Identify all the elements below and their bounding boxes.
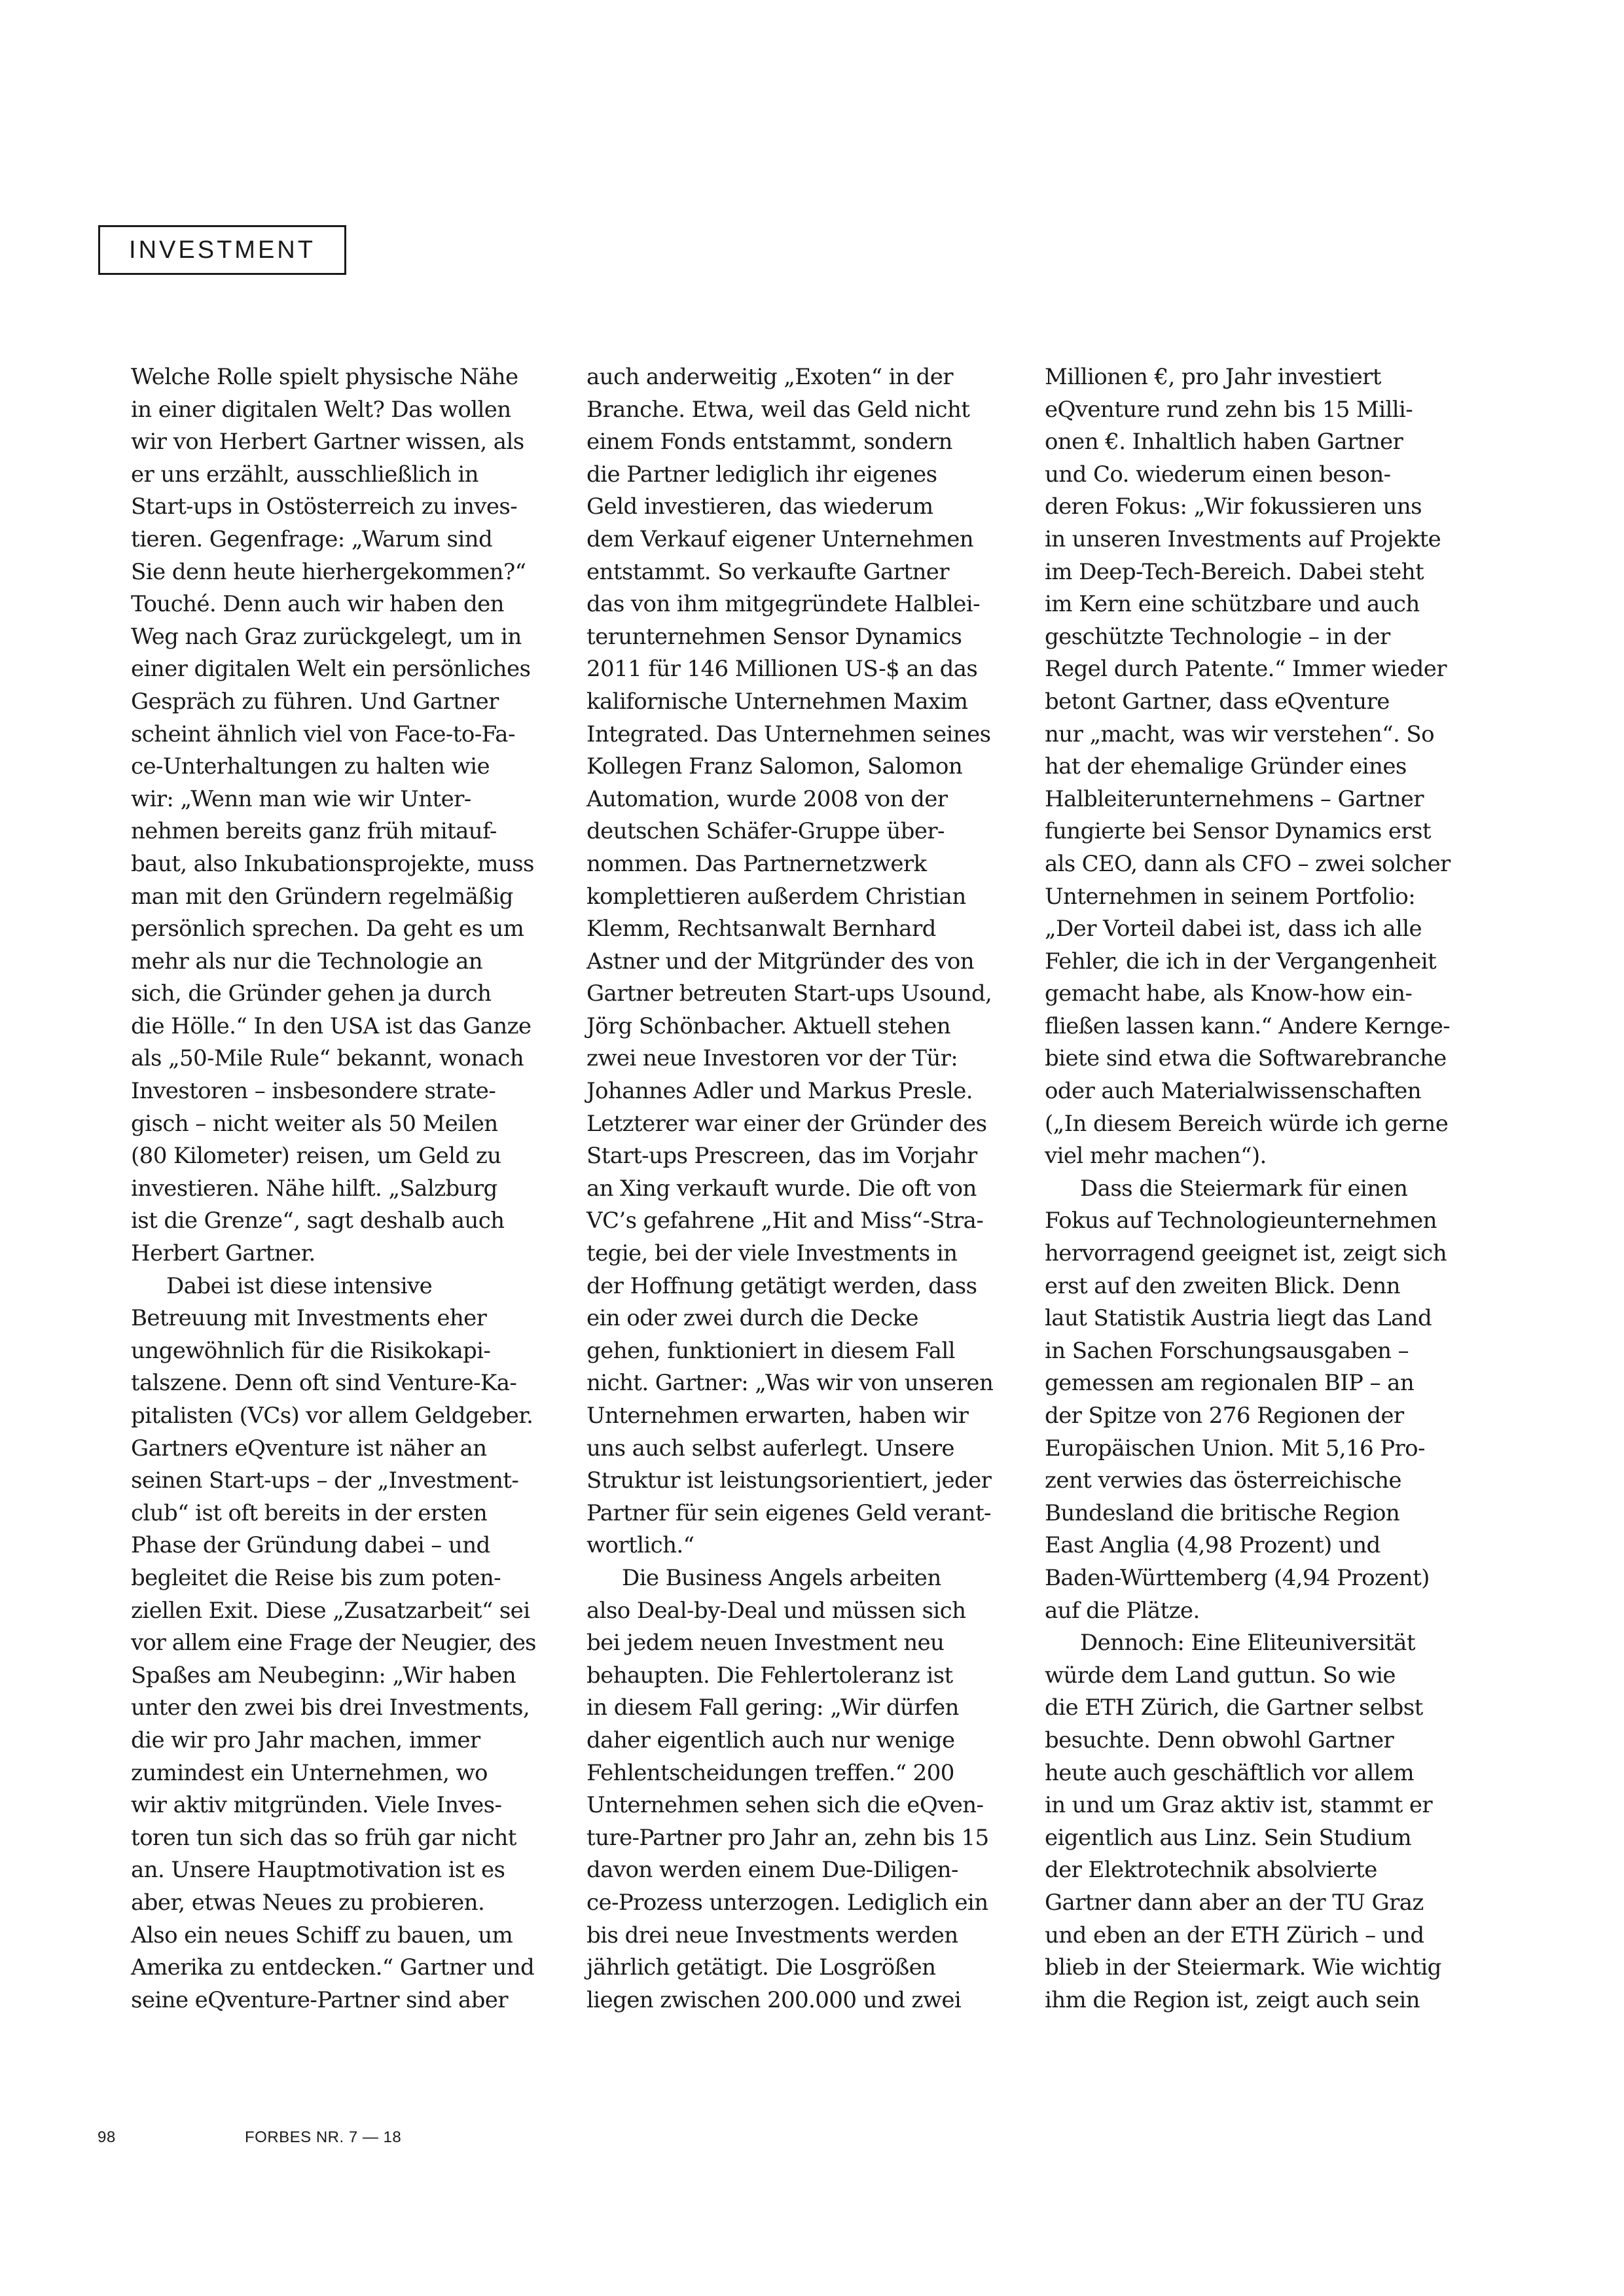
text-line: Gartner dann aber an der TU Graz bbox=[1045, 1889, 1424, 1916]
text-line: terunternehmen Sensor Dynamics bbox=[586, 623, 962, 650]
text-line: er uns erzählt, ausschließlich in bbox=[131, 461, 478, 488]
text-line: blieb in der Steiermark. Wie wichtig bbox=[1045, 1954, 1441, 1981]
text-line: Sie denn heute hierhergekommen?“ bbox=[131, 558, 526, 585]
text-line: in einer digitalen Welt? Das wollen bbox=[131, 396, 511, 423]
text-line: seine eQventure-Partner sind aber bbox=[131, 1986, 508, 2013]
text-line: gemessen am regionalen BIP – an bbox=[1045, 1370, 1415, 1397]
article-column-2 bbox=[586, 361, 992, 2017]
text-line: heute auch geschäftlich vor allem bbox=[1045, 1759, 1415, 1786]
text-line: die ETH Zürich, die Gartner selbst bbox=[1045, 1695, 1423, 1721]
text-line: ungewöhnlich für die Risikokapi- bbox=[131, 1337, 491, 1364]
text-line: nur „macht, was wir verstehen“. So bbox=[1045, 721, 1434, 747]
text-line: gehen, funktioniert in diesem Fall bbox=[586, 1337, 955, 1364]
text-line: biete sind etwa die Softwarebranche bbox=[1045, 1045, 1447, 1072]
text-line: Dennoch: Eine Eliteuniversität bbox=[1080, 1630, 1415, 1657]
text-line: unter den zwei bis drei Investments, bbox=[131, 1695, 530, 1721]
section-label: INVESTMENT bbox=[98, 225, 346, 275]
text-line: Gartner betreuten Start-ups Usound, bbox=[586, 980, 992, 1007]
text-line: die Partner lediglich ihr eigenes bbox=[586, 461, 937, 488]
text-line: persönlich sprechen. Da geht es um bbox=[131, 916, 524, 942]
text-line: dem Verkauf eigener Unternehmen bbox=[586, 526, 974, 552]
text-line: („In diesem Bereich würde ich gerne bbox=[1045, 1110, 1449, 1137]
text-line: in und um Graz aktiv ist, stammt er bbox=[1045, 1792, 1433, 1819]
text-line: würde dem Land guttun. So wie bbox=[1045, 1662, 1396, 1689]
text-line: entstammt. So verkaufte Gartner bbox=[586, 558, 949, 585]
text-line: bis drei neue Investments werden bbox=[586, 1922, 958, 1948]
text-line: 2011 für 146 Millionen US-$ an das bbox=[586, 656, 978, 683]
text-line: betont Gartner, dass eQventure bbox=[1045, 688, 1390, 715]
text-line: Regel durch Patente.“ Immer wieder bbox=[1045, 656, 1447, 683]
text-line: fließen lassen kann.“ Andere Kernge- bbox=[1045, 1013, 1450, 1039]
text-line: jährlich getätigt. Die Losgrößen bbox=[586, 1954, 936, 1981]
text-line: vor allem eine Frage der Neugier, des bbox=[131, 1630, 536, 1657]
text-line: Klemm, Rechtsanwalt Bernhard bbox=[586, 916, 936, 942]
text-line: Gespräch zu führen. Und Gartner bbox=[131, 688, 499, 715]
text-line: Baden-Württemberg (4,94 Prozent) bbox=[1045, 1564, 1430, 1591]
text-line: auch anderweitig „Exoten“ in der bbox=[586, 364, 953, 390]
text-line: Phase der Gründung dabei – und bbox=[131, 1532, 490, 1559]
text-line: im Kern eine schützbare und auch bbox=[1045, 591, 1420, 618]
text-line: Geld investieren, das wiederum bbox=[586, 493, 933, 520]
text-line: Touché. Denn auch wir haben den bbox=[131, 591, 504, 618]
text-line: Fehlentscheidungen treffen.“ 200 bbox=[586, 1759, 954, 1786]
text-line: auf die Plätze. bbox=[1045, 1597, 1200, 1624]
text-line: an Xing verkauft wurde. Die oft von bbox=[586, 1175, 977, 1202]
text-line: und Co. wiederum einen beson- bbox=[1045, 461, 1391, 488]
text-line: eigentlich aus Linz. Sein Studium bbox=[1045, 1824, 1412, 1851]
text-line: toren tun sich das so früh gar nicht bbox=[131, 1824, 516, 1851]
text-line: investieren. Nähe hilft. „Salzburg bbox=[131, 1175, 497, 1202]
text-line: Weg nach Graz zurückgelegt, um in bbox=[131, 623, 522, 650]
text-line: daher eigentlich auch nur wenige bbox=[586, 1727, 955, 1753]
text-line: Letzterer war einer der Gründer des bbox=[586, 1110, 987, 1137]
text-line: nommen. Das Partnernetzwerk bbox=[586, 850, 927, 877]
page-number: 98 bbox=[98, 2128, 116, 2146]
text-line: zwei neue Investoren vor der Tür: bbox=[586, 1045, 958, 1072]
text-line: Struktur ist leistungsorientiert, jeder bbox=[586, 1467, 992, 1494]
text-line: begleitet die Reise bis zum poten- bbox=[131, 1564, 501, 1591]
article-column-3 bbox=[1045, 361, 1451, 2017]
text-line: die Hölle.“ In den USA ist das Ganze bbox=[131, 1013, 532, 1039]
text-line: und eben an der ETH Zürich – und bbox=[1045, 1922, 1424, 1948]
text-line: hat der ehemalige Gründer eines bbox=[1045, 753, 1407, 780]
text-line: Jörg Schönbacher. Aktuell stehen bbox=[586, 1013, 951, 1039]
text-line: deutschen Schäfer-Gruppe über- bbox=[586, 818, 945, 845]
text-line: Welche Rolle spielt physische Nähe bbox=[131, 364, 518, 390]
text-line: deren Fokus: „Wir fokussieren uns bbox=[1045, 493, 1422, 520]
text-line: Gartners eQventure ist näher an bbox=[131, 1435, 487, 1462]
text-line: der Hoffnung getätigt werden, dass bbox=[586, 1272, 977, 1299]
text-line: behaupten. Die Fehlertoleranz ist bbox=[586, 1662, 953, 1689]
text-line: Die Business Angels arbeiten bbox=[622, 1564, 941, 1591]
text-line: gemacht habe, als Know-how ein- bbox=[1045, 980, 1413, 1007]
text-line: Astner und der Mitgründer des von bbox=[586, 948, 975, 975]
text-line: die wir pro Jahr machen, immer bbox=[131, 1727, 480, 1753]
text-line: Start-ups in Ostösterreich zu inves- bbox=[131, 493, 518, 520]
text-line: Integrated. Das Unternehmen seines bbox=[586, 721, 991, 747]
text-line: wir: „Wenn man wie wir Unter- bbox=[131, 785, 471, 812]
text-line: scheint ähnlich viel von Face-to-Fa- bbox=[131, 721, 515, 747]
text-line: „Der Vorteil dabei ist, dass ich alle bbox=[1045, 916, 1422, 942]
text-line: ziellen Exit. Diese „Zusatzarbeit“ sei bbox=[131, 1597, 530, 1624]
text-line: Branche. Etwa, weil das Geld nicht bbox=[586, 396, 970, 423]
text-line: im Deep-Tech-Bereich. Dabei steht bbox=[1045, 558, 1424, 585]
text-line: eQventure rund zehn bis 15 Milli- bbox=[1045, 396, 1413, 423]
text-line: laut Statistik Austria liegt das Land bbox=[1045, 1305, 1432, 1332]
text-line: Europäischen Union. Mit 5,16 Pro- bbox=[1045, 1435, 1425, 1462]
text-line: einem Fonds entstammt, sondern bbox=[586, 429, 952, 456]
issue-label: FORBES NR. 7 — 18 bbox=[245, 2128, 402, 2146]
text-line: ture-Partner pro Jahr an, zehn bis 15 bbox=[586, 1824, 989, 1851]
text-line: baut, also Inkubationsprojekte, muss bbox=[131, 850, 534, 877]
text-line: oder auch Materialwissenschaften bbox=[1045, 1078, 1422, 1105]
text-line: Unternehmen in seinem Portfolio: bbox=[1045, 883, 1416, 910]
text-line: Dabei ist diese intensive bbox=[166, 1272, 433, 1299]
text-line: Start-ups Prescreen, das im Vorjahr bbox=[586, 1143, 977, 1170]
text-line: liegen zwischen 200.000 und zwei bbox=[586, 1986, 962, 2013]
text-line: also Deal-by-Deal und müssen sich bbox=[586, 1597, 966, 1624]
text-line: kalifornische Unternehmen Maxim bbox=[586, 688, 968, 715]
text-line: Also ein neues Schiff zu bauen, um bbox=[131, 1922, 513, 1948]
text-line: (80 Kilometer) reisen, um Geld zu bbox=[131, 1143, 501, 1170]
text-line: davon werden einem Due-Diligen- bbox=[586, 1857, 958, 1884]
text-line: nehmen bereits ganz früh mitauf- bbox=[131, 818, 497, 845]
text-line: uns auch selbst auferlegt. Unsere bbox=[586, 1435, 954, 1462]
text-line: ist die Grenze“, sagt deshalb auch bbox=[131, 1208, 505, 1234]
text-line: erst auf den zweiten Blick. Denn bbox=[1045, 1272, 1400, 1299]
text-line: in Sachen Forschungsausgaben – bbox=[1045, 1337, 1409, 1364]
text-line: tegie, bei der viele Investments in bbox=[586, 1240, 958, 1267]
text-line: gisch – nicht weiter als 50 Meilen bbox=[131, 1110, 498, 1137]
text-line: zent verwies das österreichische bbox=[1045, 1467, 1401, 1494]
text-line: club“ ist oft bereits in der ersten bbox=[131, 1499, 488, 1526]
text-line: Halbleiterunternehmens – Gartner bbox=[1045, 785, 1424, 812]
text-line: als „50-Mile Rule“ bekannt, wonach bbox=[131, 1045, 524, 1072]
text-line: Fokus auf Technologieunternehmen bbox=[1045, 1208, 1437, 1234]
text-line: besuchte. Denn obwohl Gartner bbox=[1045, 1727, 1394, 1753]
text-line: an. Unsere Hauptmotivation ist es bbox=[131, 1857, 505, 1884]
text-line: talszene. Denn oft sind Venture-Ka- bbox=[131, 1370, 517, 1397]
text-line: komplettieren außerdem Christian bbox=[586, 883, 966, 910]
text-line: Herbert Gartner. bbox=[131, 1240, 316, 1267]
text-line: aber, etwas Neues zu probieren. bbox=[131, 1889, 485, 1916]
text-line: Investoren – insbesondere strate- bbox=[131, 1078, 496, 1105]
text-line: Unternehmen erwarten, haben wir bbox=[586, 1403, 969, 1429]
text-line: ce-Prozess unterzogen. Lediglich ein bbox=[586, 1889, 988, 1916]
text-line: der Elektrotechnik absolvierte bbox=[1045, 1857, 1377, 1884]
text-line: der Spitze von 276 Regionen der bbox=[1045, 1403, 1404, 1429]
text-line: Fehler, die ich in der Vergangenheit bbox=[1045, 948, 1437, 975]
text-line: onen €. Inhaltlich haben Gartner bbox=[1045, 429, 1403, 456]
text-line: Bundesland die britische Region bbox=[1045, 1499, 1400, 1526]
text-line: tieren. Gegenfrage: „Warum sind bbox=[131, 526, 493, 552]
text-line: Automation, wurde 2008 von der bbox=[586, 785, 948, 812]
text-line: ihm die Region ist, zeigt auch sein bbox=[1045, 1986, 1420, 2013]
text-line: in diesem Fall gering: „Wir dürfen bbox=[586, 1695, 959, 1721]
text-line: ce-Unterhaltungen zu halten wie bbox=[131, 753, 490, 780]
text-line: ein oder zwei durch die Decke bbox=[586, 1305, 918, 1332]
text-line: das von ihm mitgegründete Halblei- bbox=[586, 591, 980, 618]
text-line: Partner für sein eigenes Geld verant- bbox=[586, 1499, 991, 1526]
text-line: man mit den Gründern regelmäßig bbox=[131, 883, 513, 910]
text-line: einer digitalen Welt ein persönliches bbox=[131, 656, 531, 683]
text-line: wir von Herbert Gartner wissen, als bbox=[131, 429, 524, 456]
text-line: seinen Start-ups – der „Investment- bbox=[131, 1467, 519, 1494]
text-line: fungierte bei Sensor Dynamics erst bbox=[1045, 818, 1431, 845]
text-line: Unternehmen sehen sich die eQven- bbox=[586, 1792, 984, 1819]
text-line: bei jedem neuen Investment neu bbox=[586, 1630, 945, 1657]
text-line: Betreuung mit Investments eher bbox=[131, 1305, 487, 1332]
text-line: Millionen €, pro Jahr investiert bbox=[1045, 364, 1381, 390]
text-line: als CEO, dann als CFO – zwei solcher bbox=[1045, 850, 1451, 877]
text-line: in unseren Investments auf Projekte bbox=[1045, 526, 1441, 552]
text-line: zumindest ein Unternehmen, wo bbox=[131, 1759, 488, 1786]
text-line: Amerika zu entdecken.“ Gartner und bbox=[131, 1954, 535, 1981]
article-column-1 bbox=[131, 361, 537, 2017]
text-line: wir aktiv mitgründen. Viele Inves- bbox=[131, 1792, 502, 1819]
text-line: Kollegen Franz Salomon, Salomon bbox=[586, 753, 963, 780]
text-line: viel mehr machen“). bbox=[1045, 1143, 1267, 1170]
text-line: VC’s gefahrene „Hit and Miss“-Stra- bbox=[586, 1208, 984, 1234]
text-line: sich, die Gründer gehen ja durch bbox=[131, 980, 492, 1007]
text-line: mehr als nur die Technologie an bbox=[131, 948, 483, 975]
text-line: East Anglia (4,98 Prozent) und bbox=[1045, 1532, 1380, 1559]
text-line: Johannes Adler und Markus Presle. bbox=[586, 1078, 973, 1105]
text-line: hervorragend geeignet ist, zeigt sich bbox=[1045, 1240, 1447, 1267]
text-line: Dass die Steiermark für einen bbox=[1080, 1175, 1408, 1202]
text-line: pitalisten (VCs) vor allem Geldgeber. bbox=[131, 1403, 533, 1429]
text-line: wortlich.“ bbox=[586, 1532, 695, 1559]
text-line: geschützte Technologie – in der bbox=[1045, 623, 1390, 650]
text-line: Spaßes am Neubeginn: „Wir haben bbox=[131, 1662, 516, 1689]
text-line: nicht. Gartner: „Was wir von unseren bbox=[586, 1370, 994, 1397]
